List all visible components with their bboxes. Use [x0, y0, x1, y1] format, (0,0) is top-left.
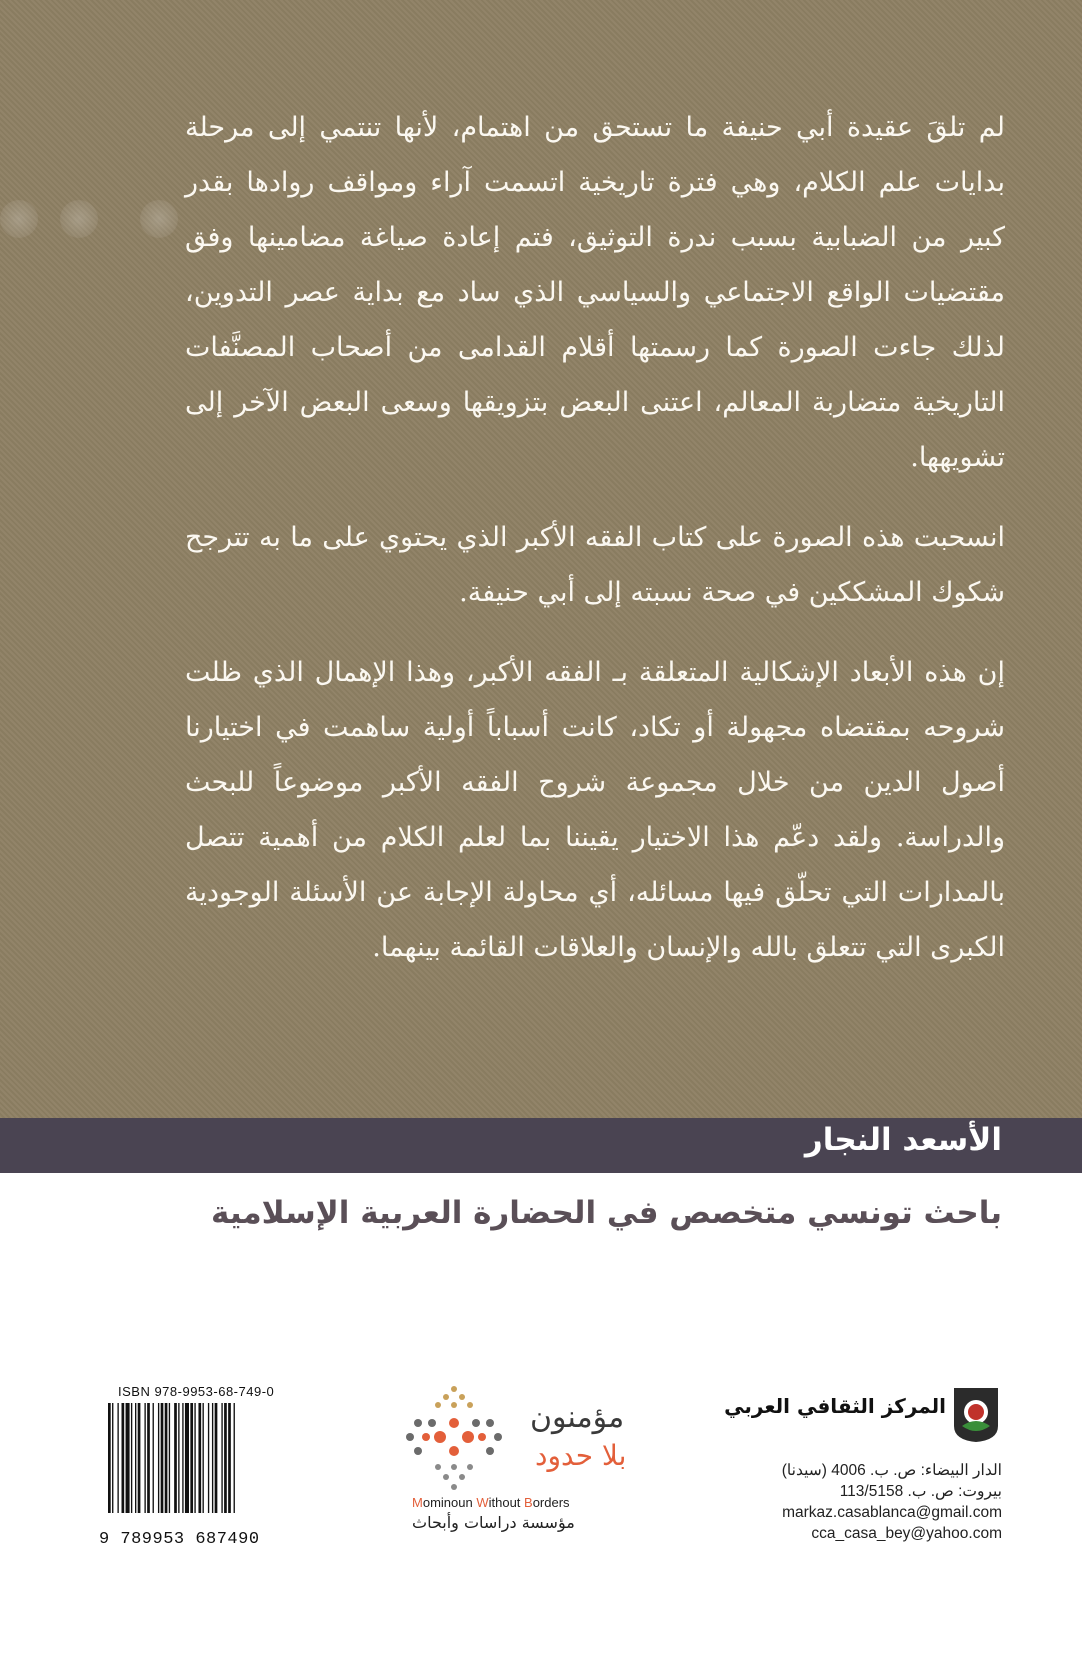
barcode-bar	[185, 1403, 189, 1513]
mominoun-name-arabic-bottom: بلا حدود	[535, 1439, 627, 1472]
barcode-bar	[234, 1403, 235, 1513]
decorative-dot	[140, 200, 178, 238]
mominoun-en-part2: ithout	[488, 1495, 525, 1510]
author-bio: باحث تونسي متخصص في الحضارة العربية الإسلامية	[211, 1195, 1002, 1231]
barcode-bar	[212, 1403, 213, 1513]
barcode-bar	[190, 1403, 193, 1513]
publisher-email-1: markaz.casablanca@gmail.com	[782, 1504, 1002, 1521]
barcode-bar	[131, 1403, 132, 1513]
mominoun-tagline: مؤسسة دراسات وأبحاث	[412, 1513, 575, 1532]
barcode-bar	[161, 1403, 164, 1513]
publisher-name: المركز الثقافي العربي	[724, 1394, 946, 1418]
barcode-bar	[182, 1403, 183, 1513]
barcode-bar	[208, 1403, 209, 1513]
barcode-bar	[194, 1403, 195, 1513]
barcode-bar	[174, 1403, 177, 1513]
mominoun-en-part1: ominoun	[422, 1495, 477, 1510]
blurb-paragraph-2: انسحبت هذه الصورة على كتاب الفقه الأكبر الذي يحتوي على ما به تترجح شكوك المشككين في صحة نسبته إلى أبي حنيفة.	[185, 522, 1005, 608]
barcode-bar	[224, 1403, 227, 1513]
mominoun-name-arabic-top: مؤمنون	[530, 1400, 625, 1435]
decorative-dot	[60, 200, 98, 238]
barcode-bar	[153, 1403, 154, 1513]
publisher-logo-icon	[950, 1386, 1002, 1444]
barcode-bar	[135, 1403, 136, 1513]
publisher-address-casablanca: الدار البيضاء: ص. ب. 4006 (سيدنا)	[781, 1462, 1002, 1479]
barcode-bar	[198, 1403, 201, 1513]
barcode-icon	[108, 1403, 328, 1513]
barcode-bar	[221, 1403, 222, 1513]
barcode-bar	[147, 1403, 150, 1513]
mominoun-en-w: W	[476, 1495, 489, 1510]
publisher-email-2: cca_casa_bey@yahoo.com	[811, 1525, 1002, 1542]
blurb-paragraph-3: إن هذه الأبعاد الإشكالية المتعلقة بـ الفقه الأكبر، وهذا الإهمال الذي ظلت شروحه بمقتضاه مجهولة أو تكاد، كانت أسباباً أولية ساهمت في اختيارنا أصول الدين من خلال مجموعة شروح الفقه الأكبر موضوعاً للبحث والدراسة. ولقد دعّم هذا الاختيار يقيننا بما لعلم الكلام من أهمية تتصل بالمدارات التي تحلّق فيها مسائله، أي محاولة الإجابة عن الأسئلة الوجودية الكبرى التي تتعلق بالله والإنسان والعلاقات القائمة بينهما.	[185, 657, 1005, 963]
barcode-bar	[126, 1403, 130, 1513]
mominoun-name-english	[412, 1495, 570, 1510]
barcode-bar	[122, 1403, 125, 1513]
barcode-bar	[165, 1403, 168, 1513]
barcode-bar	[158, 1403, 159, 1513]
decorative-dot	[0, 200, 38, 238]
author-name: الأسعد النجار	[804, 1122, 1002, 1158]
barcode-bar	[215, 1403, 218, 1513]
blurb-paragraph-1: لم تلقَ عقيدة أبي حنيفة ما تستحق من اهتمام، لأنها تنتمي إلى مرحلة بدايات علم الكلام، وهي فترة تاريخية اتسمت آراء ومواقف روادها بقدر كبير من الضبابية بسبب ندرة التوثيق، فتم إعادة صياغة مضامينها وفق مقتضيات الواقع الاجتماعي والسياسي الذي ساد مع بداية عصر التدوين، لذلك جاءت الصورة كما رسمتها أقلام القدامى من أصحاب المصنَّفات التاريخية متضاربة المعالم، اعتنى البعض بتزويقها وسعى البعض الآخر إلى تشويهها.	[185, 112, 1005, 473]
barcode-bar	[228, 1403, 231, 1513]
barcode-bar	[108, 1403, 111, 1513]
barcode-bar	[203, 1403, 204, 1513]
mominoun-logo-icon	[398, 1383, 510, 1493]
blurb-text	[185, 100, 1005, 1000]
mominoun-en-m: M	[412, 1495, 423, 1510]
barcode-bar	[169, 1403, 170, 1513]
barcode-bar	[138, 1403, 141, 1513]
barcode-bar	[178, 1403, 179, 1513]
barcode-digits: 9 789953 687490	[99, 1530, 260, 1549]
isbn-label: ISBN 978-9953-68-749-0	[118, 1384, 275, 1399]
mominoun-en-part3: orders	[532, 1495, 570, 1510]
barcode-bar	[112, 1403, 113, 1513]
barcode-bar	[144, 1403, 145, 1513]
author-band	[0, 1118, 1082, 1173]
mominoun-en-b: B	[524, 1495, 533, 1510]
publisher-contact	[682, 1460, 1002, 1544]
barcode-bar	[117, 1403, 118, 1513]
publisher-address-beirut: بيروت: ص. ب. 113/5158	[839, 1483, 1002, 1500]
